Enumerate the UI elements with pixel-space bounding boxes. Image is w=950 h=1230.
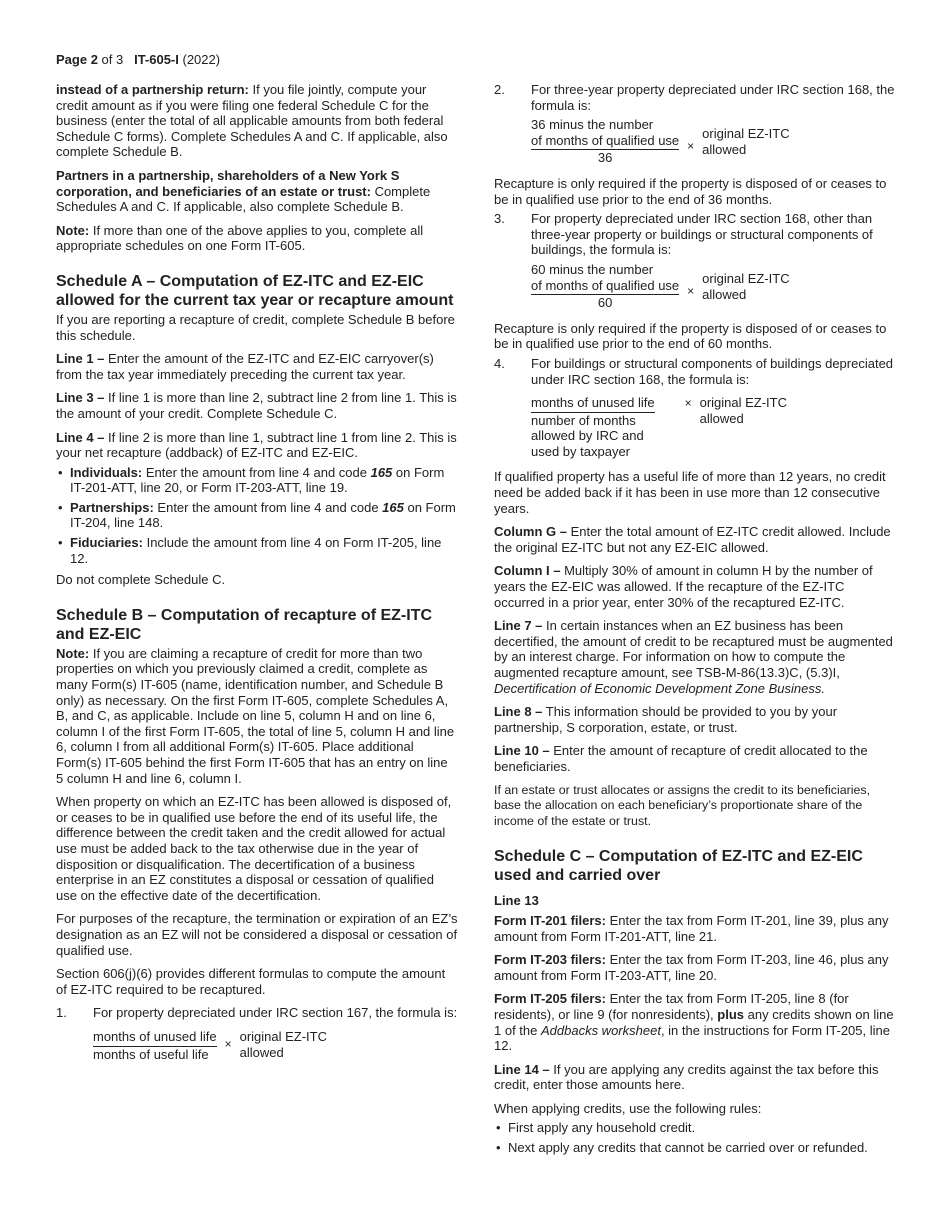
line7-italic: Decertification of Economic Development Zone Business. xyxy=(494,680,825,696)
result-line1: original EZ-ITC xyxy=(702,270,790,286)
times-sign: × xyxy=(684,396,692,411)
line13-heading xyxy=(494,893,896,909)
it203-label: Form IT-203 filers: xyxy=(494,952,606,968)
line1-text: Enter the amount of the EZ-ITC and EZ-EIC carryover(s) from the tax year immediately preceding the current tax year. xyxy=(56,351,434,382)
line14-paragraph xyxy=(494,1062,896,1093)
fraction xyxy=(93,1029,217,1062)
intro-text: If you file jointly, compute your credit amount as if you were filing one federal Schedule C for the business (enter the total of all applicable amounts from both federal Schedule C forms). Complete Schedules A and C. If applicable, also complete Schedule B. xyxy=(56,82,448,160)
list-item xyxy=(56,465,458,496)
formula-2 xyxy=(531,117,896,166)
note-bold: Note: xyxy=(56,222,90,238)
formula-item-4 xyxy=(494,356,896,387)
formula-item-1 xyxy=(56,1005,458,1021)
list-item xyxy=(56,500,458,531)
it205-plus: plus xyxy=(717,1006,745,1022)
item-text: For buildings or structural components of buildings depreciated under IRC section 168, the formula is: xyxy=(531,355,894,387)
line4-bullet-list xyxy=(56,465,458,567)
numerator-line1: 60 minus the number xyxy=(531,261,654,277)
formula-item-2 xyxy=(494,82,896,113)
schedule-a-intro: If you are reporting a recapture of credit, complete Schedule B before this schedule. xyxy=(56,311,455,343)
item-number: 1. xyxy=(56,1005,67,1021)
rules-list xyxy=(494,1120,896,1155)
list-item: • First apply any household credit. xyxy=(494,1120,896,1136)
fraction xyxy=(531,395,655,459)
schedule-b-title: Schedule B – Computation of recapture of EZ-ITC and EZ-EIC xyxy=(56,606,433,643)
line4-text: If line 2 is more than line 1, subtract line 1 from line 2. This is your net recapture (addback) of EZ-ITC and EZ-EIC. xyxy=(56,429,457,461)
joint-filing-paragraph xyxy=(56,82,458,160)
partners-text: Complete Schedules A and C. If applicable, also complete Schedule B. xyxy=(56,183,431,215)
line3-label: Line 3 – xyxy=(56,390,105,406)
it201-text: Enter the tax from Form IT-201, line 39, plus any amount from Form IT-201-ATT, line 21. xyxy=(494,912,889,944)
disposal-paragraph: When property on which an EZ-ITC has been allowed is disposed of, or ceases to be in qualified use before the end of its useful life, the difference between the credit taken and the credit allowed for actual use must be added back to the tax otherwise due in the year of disposition or disqualification. The decertification of a business enterprise in an EZ constitutes a disposal or cessation of qualified use on the effective date of the decertification. xyxy=(56,794,452,903)
formula-1 xyxy=(93,1029,458,1062)
line1-label: Line 1 – xyxy=(56,351,105,367)
it201-paragraph xyxy=(494,913,896,944)
bullet-code: 165 xyxy=(382,499,404,515)
line10-label: Line 10 – xyxy=(494,743,550,759)
it205-italic: Addbacks worksheet xyxy=(540,1022,661,1038)
it205-label: Form IT-205 filers: xyxy=(494,991,606,1007)
column-i-paragraph xyxy=(494,563,896,610)
form-year: (2022) xyxy=(182,52,221,67)
column-i-text: Multiply 30% of amount in column H by the number of years the EZ-EIC was allowed. If the recapture of the EZ-ITC occurred in a prior year, enter 30% of the recaptured EZ-ITC. xyxy=(494,563,873,610)
item-text: For three-year property depreciated under IRC section 168, the formula is: xyxy=(531,82,895,113)
result-line2: allowed xyxy=(699,410,744,426)
numerator-line1: 36 minus the number xyxy=(531,117,654,133)
it205-text2: any credits shown on line 1 of the xyxy=(494,1006,894,1038)
it205-text1: Enter the tax from Form IT-205, line 8 (for residents), or line 9 (for nonresidents), xyxy=(494,991,849,1022)
it205-text3: , in the instructions for Form IT-205, line 12. xyxy=(494,1022,890,1054)
line14-label: Line 14 – xyxy=(494,1061,550,1077)
recapture-36-paragraph: Recapture is only required if the property is disposed of or ceases to be in qualified use prior to the end of 36 months. xyxy=(494,175,887,207)
termination-paragraph: For purposes of the recapture, the termination or expiration of an EZ’s designation as an EZ will not be considered a disposal or cessation of qualified use. xyxy=(56,911,458,958)
result-line2: allowed xyxy=(702,286,747,302)
denominator-line2: allowed by IRC and xyxy=(531,428,644,444)
result-line1: original EZ-ITC xyxy=(702,126,790,142)
partners-paragraph xyxy=(56,168,458,215)
schedule-b-note-text: If you are claiming a recapture of credit for more than two properties on which you previously claimed a credit, complete as many Form(s) IT-605 (name, identification number, and Schedule B only) as necessary. On the first Form IT-605, complete Schedules A, B, and C, as applicable. Include on line 5, column H and on line 6, column I of the first Form IT-605, the total of line 5, column H and line 6, column I from all additional Form(s) IT-605. Place additional Form(s) IT-605 behind the first Form IT-605 that has an entry on line 5 column H and line 6, column I. xyxy=(56,645,455,786)
left-column xyxy=(56,82,458,1072)
bullet-code: 165 xyxy=(370,464,393,480)
right-column xyxy=(494,82,896,1162)
line8-label: Line 8 – xyxy=(494,704,543,720)
line7-paragraph xyxy=(494,618,896,696)
result-line2: allowed xyxy=(239,1044,284,1060)
item-number: 4. xyxy=(494,355,505,371)
bullet-label: Partnerships: xyxy=(70,499,154,515)
bullet-text-post: on Form IT-201-ATT, line 20, or Form IT-203-ATT, line 19. xyxy=(70,464,445,496)
line3-paragraph xyxy=(56,390,458,421)
formula-result xyxy=(700,395,787,426)
schedule-c-title: Schedule C – Computation of EZ-ITC and EZ-EIC used and carried over xyxy=(494,848,863,885)
fraction xyxy=(531,117,679,166)
numerator: of months of qualified use xyxy=(531,133,679,151)
list-item: • Next apply any credits that cannot be carried over or refunded. xyxy=(494,1140,896,1156)
line10-paragraph xyxy=(494,743,896,774)
line14-text: If you are applying any credits against the tax before this credit, enter those amounts here. xyxy=(494,1061,879,1093)
denominator: 36 xyxy=(597,150,613,166)
rules-intro: When applying credits, use the following rules: xyxy=(494,1100,762,1116)
formula-result xyxy=(702,262,789,302)
page-label: Page xyxy=(56,52,88,67)
line7-text: In certain instances when an EZ business has been decertified, the amount of credit to be recaptured must be augmented by an interest charge. For information on how to compute the augmented recapture amount, see TSB-M-86(13.3)C, (5.3)I, xyxy=(494,618,893,680)
denominator: 60 xyxy=(597,295,613,311)
it203-text: Enter the tax from Form IT-203, line 46, plus any amount from Form IT-203-ATT, line 20. xyxy=(494,952,889,983)
item-number: 2. xyxy=(494,82,505,97)
bullet-label: Fiduciaries: xyxy=(70,535,143,551)
schedule-a-title: Schedule A – Computation of EZ-ITC and EZ-EIC allowed for the current tax year or recapture amount xyxy=(56,272,454,309)
note-text: If more than one of the above applies to you, complete all appropriate schedules on one Form IT-605. xyxy=(56,222,424,254)
column-g-paragraph xyxy=(494,524,896,555)
section-paragraph: Section 606(j)(6) provides different formulas to compute the amount of EZ-ITC required to be recaptured. xyxy=(56,966,446,997)
line1-paragraph xyxy=(56,351,458,382)
numerator: months of unused life xyxy=(531,395,655,413)
formula-result xyxy=(702,117,789,157)
formula-3 xyxy=(531,262,896,311)
useful-life-paragraph: If qualified property has a useful life of more than 12 years, no credit need be added back if it has been in use more than 12 consecutive years. xyxy=(494,469,886,516)
bullet-label: Individuals: xyxy=(70,464,143,480)
denominator-line1: number of months xyxy=(531,412,636,428)
line4-label: Line 4 – xyxy=(56,429,105,445)
partners-bold: Partners in a partnership, shareholders of a New York S corporation, and beneficiaries of an estate or trust: xyxy=(56,167,400,199)
schedule-b-note-bold: Note: xyxy=(56,645,90,661)
formula-result xyxy=(240,1029,327,1060)
schedule-b-note xyxy=(56,646,458,786)
bullet-text: Enter the amount from line 4 and code xyxy=(142,464,371,480)
denominator-line3: used by taxpayer xyxy=(531,443,631,459)
result-line1: original EZ-ITC xyxy=(239,1028,328,1044)
it201-label: Form IT-201 filers: xyxy=(494,912,606,928)
column-g-label: Column G – xyxy=(494,524,567,540)
column-g-text: Enter the total amount of EZ-ITC credit allowed. Include the original EZ-ITC but not any EZ-EIC allowed. xyxy=(494,524,891,555)
no-schedule-c: Do not complete Schedule C. xyxy=(56,572,226,588)
bullet-text: Include the amount from line 4 on Form IT-205, line 12. xyxy=(70,535,442,566)
denominator: months of useful life xyxy=(93,1046,209,1062)
estate-paragraph: If an estate or trust allocates or assigns the credit to its beneficiaries, base the allocation on each beneficiary’s proportionate share of the income of the estate or trust. xyxy=(494,782,871,828)
item-number: 3. xyxy=(494,211,505,227)
times-sign: × xyxy=(687,139,695,154)
bullet-text: Enter the amount from line 4 and code xyxy=(153,499,383,515)
result-line2: allowed xyxy=(702,141,747,157)
times-sign: × xyxy=(224,1036,232,1051)
note-paragraph xyxy=(56,223,458,254)
page-total: of 3 xyxy=(97,52,124,67)
line3-text: If line 1 is more than line 2, subtract line 2 from line 1. This is the amount of your credit. Complete Schedule C. xyxy=(56,390,457,421)
times-sign: × xyxy=(687,283,695,298)
page-header xyxy=(56,52,220,68)
form-id: IT-605-I xyxy=(134,52,179,67)
line8-paragraph xyxy=(494,704,896,735)
bullet-text-post: on Form IT-204, line 148. xyxy=(70,499,456,531)
line8-text: This information should be provided to you by your partnership, S corporation, estate, or trust. xyxy=(494,704,838,735)
formula-4 xyxy=(531,395,896,459)
item-text: For property depreciated under IRC section 167, the formula is: xyxy=(93,1005,458,1021)
recapture-60-paragraph: Recapture is only required if the property is disposed of or ceases to be in qualified use prior to the end of 60 months. xyxy=(494,320,887,352)
line10-text: Enter the amount of recapture of credit allocated to the beneficiaries. xyxy=(494,743,868,774)
formula-item-3 xyxy=(494,211,896,258)
fraction xyxy=(531,262,679,311)
line7-label: Line 7 – xyxy=(494,618,543,634)
list-item xyxy=(56,535,458,566)
numerator: months of unused life xyxy=(93,1029,217,1047)
line13-label: Line 13 xyxy=(494,893,539,909)
intro-bold: instead of a partnership return: xyxy=(56,82,249,97)
line4-paragraph xyxy=(56,430,458,461)
it205-paragraph xyxy=(494,991,896,1053)
result-line1: original EZ-ITC xyxy=(699,395,788,411)
numerator: of months of qualified use xyxy=(531,278,679,296)
page-number: 2 xyxy=(90,52,98,67)
it203-paragraph xyxy=(494,952,896,983)
item-text: For property depreciated under IRC section 168, other than three-year property or buildings or structural components of buildings, the formula is: xyxy=(531,211,873,258)
column-i-label: Column I – xyxy=(494,563,561,579)
